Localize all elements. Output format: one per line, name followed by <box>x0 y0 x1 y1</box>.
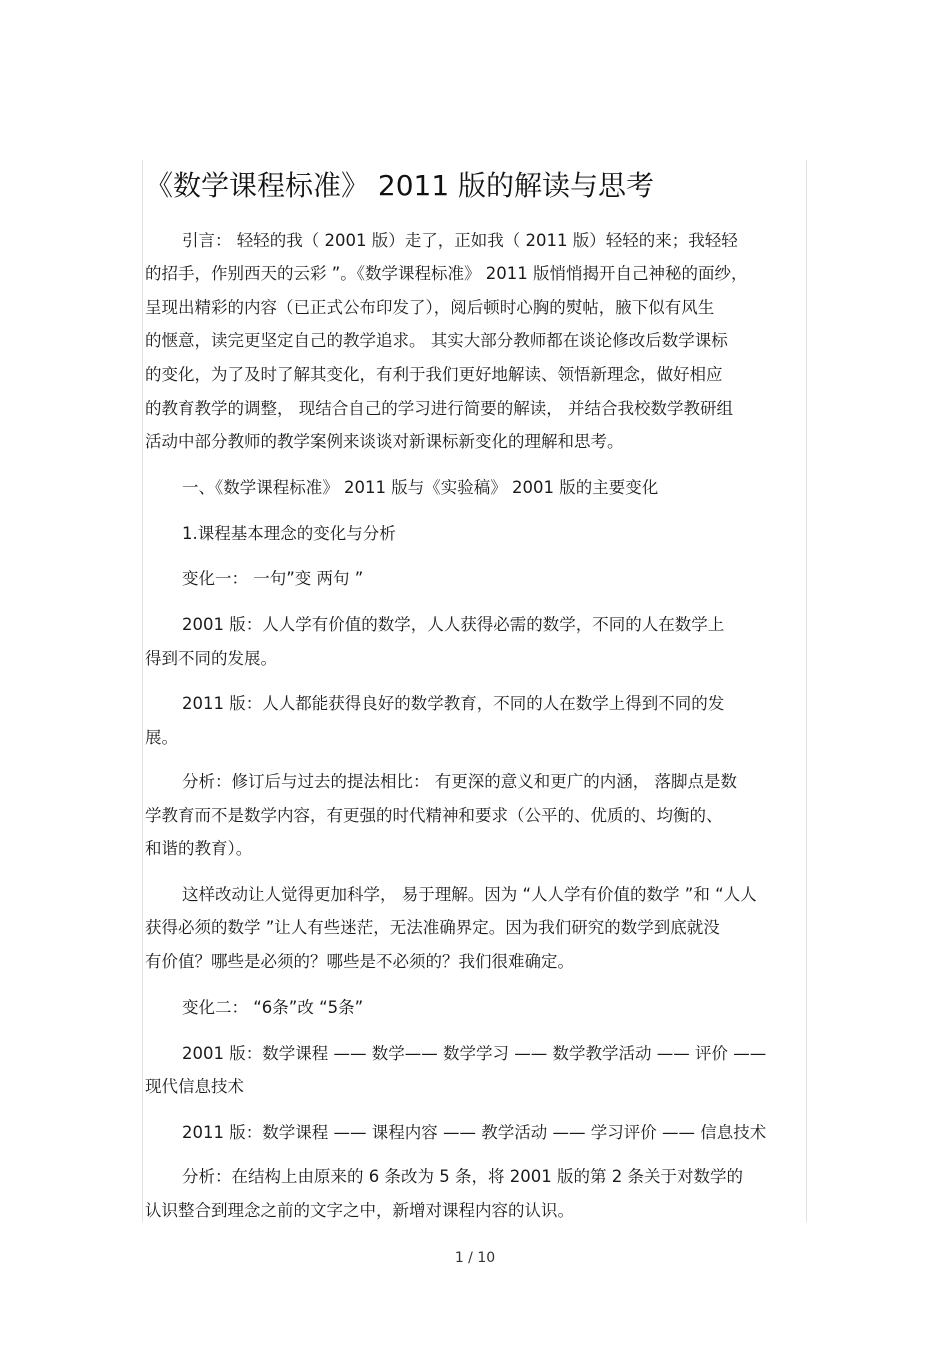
intro-line-3: 呈现出精彩的内容（已正式公布印发了），阅后顿时心胸的熨帖，腋下似有风生 <box>145 298 715 317</box>
comment-line-2: 获得必须的数学 ”让人有些迷茫，无法准确界定。因为我们研究的数学到底就没 <box>145 918 720 937</box>
version-2011-line-2: 展。 <box>145 728 178 747</box>
structure-2001-line-1: 2001 版：数学课程 —— 数学—— 数学学习 —— 数学教学活动 —— 评价 —— <box>182 1044 767 1063</box>
version-2001-line-2: 得到不同的发展。 <box>145 649 277 668</box>
intro-line-4: 的惬意，读完更坚定自己的教学追求。 其实大部分教师都在谈论修改后数学课标 <box>145 331 728 350</box>
structure-analysis-line-2: 认识整合到理念之前的文字之中，新增对课程内容的认识。 <box>145 1201 574 1220</box>
subsection-heading: 1.课程基本理念的变化与分析 <box>182 524 396 543</box>
intro-line-1: 引言： 轻轻的我（ 2001 版）走了，正如我（ 2011 版）轻轻的来；我轻轻 <box>182 231 738 250</box>
analysis-line-3: 和谐的教育）。 <box>145 839 253 858</box>
structure-analysis-line-1: 分析：在结构上由原来的 6 条改为 5 条，将 2001 版的第 2 条关于对数学的 <box>182 1167 743 1186</box>
document-title: 《数学课程标准》 2011 版的解读与思考 <box>145 169 655 202</box>
analysis-line-2: 学教育而不是数学内容，有更强的时代精神和要求（公平的、优质的、均衡的、 <box>145 806 723 825</box>
intro-line-2: 的招手，作别西天的云彩 ”。《数学课程标准》 2011 版悄悄揭开自己神秘的面纱， <box>145 264 748 283</box>
section-heading: 一、《数学课程标准》 2011 版与《实验稿》 2001 版的主要变化 <box>182 478 659 497</box>
version-2001-line-1: 2001 版：人人学有价值的数学，人人获得必需的数学，不同的人在数学上 <box>182 615 725 634</box>
intro-line-6: 的教育教学的调整， 现结合自己的学习进行简要的解读， 并结合我校数学教研组 <box>145 399 733 418</box>
version-2011-line-1: 2011 版：人人都能获得良好的数学教育，不同的人在数学上得到不同的发 <box>182 694 725 713</box>
change-two-heading: 变化二： “6条”改 “5条” <box>182 998 364 1017</box>
page-number: 1 / 10 <box>454 1250 496 1266</box>
intro-line-7: 活动中部分教师的教学案例来谈谈对新课标新变化的理解和思考。 <box>145 432 624 451</box>
analysis-line-1: 分析：修订后与过去的提法相比： 有更深的意义和更广的内涵， 落脚点是数 <box>182 772 737 791</box>
structure-2001-line-2: 现代信息技术 <box>145 1077 244 1096</box>
comment-line-3: 有价值？哪些是必须的？哪些是不必须的？我们很难确定。 <box>145 952 574 971</box>
intro-line-5: 的变化，为了及时了解其变化，有利于我们更好地解读、领悟新理念，做好相应 <box>145 365 723 384</box>
change-one-heading: 变化一： 一句”变 两句 ” <box>182 569 364 588</box>
structure-2011-line: 2011 版：数学课程 —— 课程内容 —— 教学活动 —— 学习评价 —— 信息技术 <box>182 1123 767 1142</box>
comment-line-1: 这样改动让人觉得更加科学， 易于理解。因为 “人人学有价值的数学 ”和 “人人 <box>182 885 757 904</box>
left-margin-rule <box>142 160 143 1222</box>
right-margin-rule <box>806 160 807 1222</box>
